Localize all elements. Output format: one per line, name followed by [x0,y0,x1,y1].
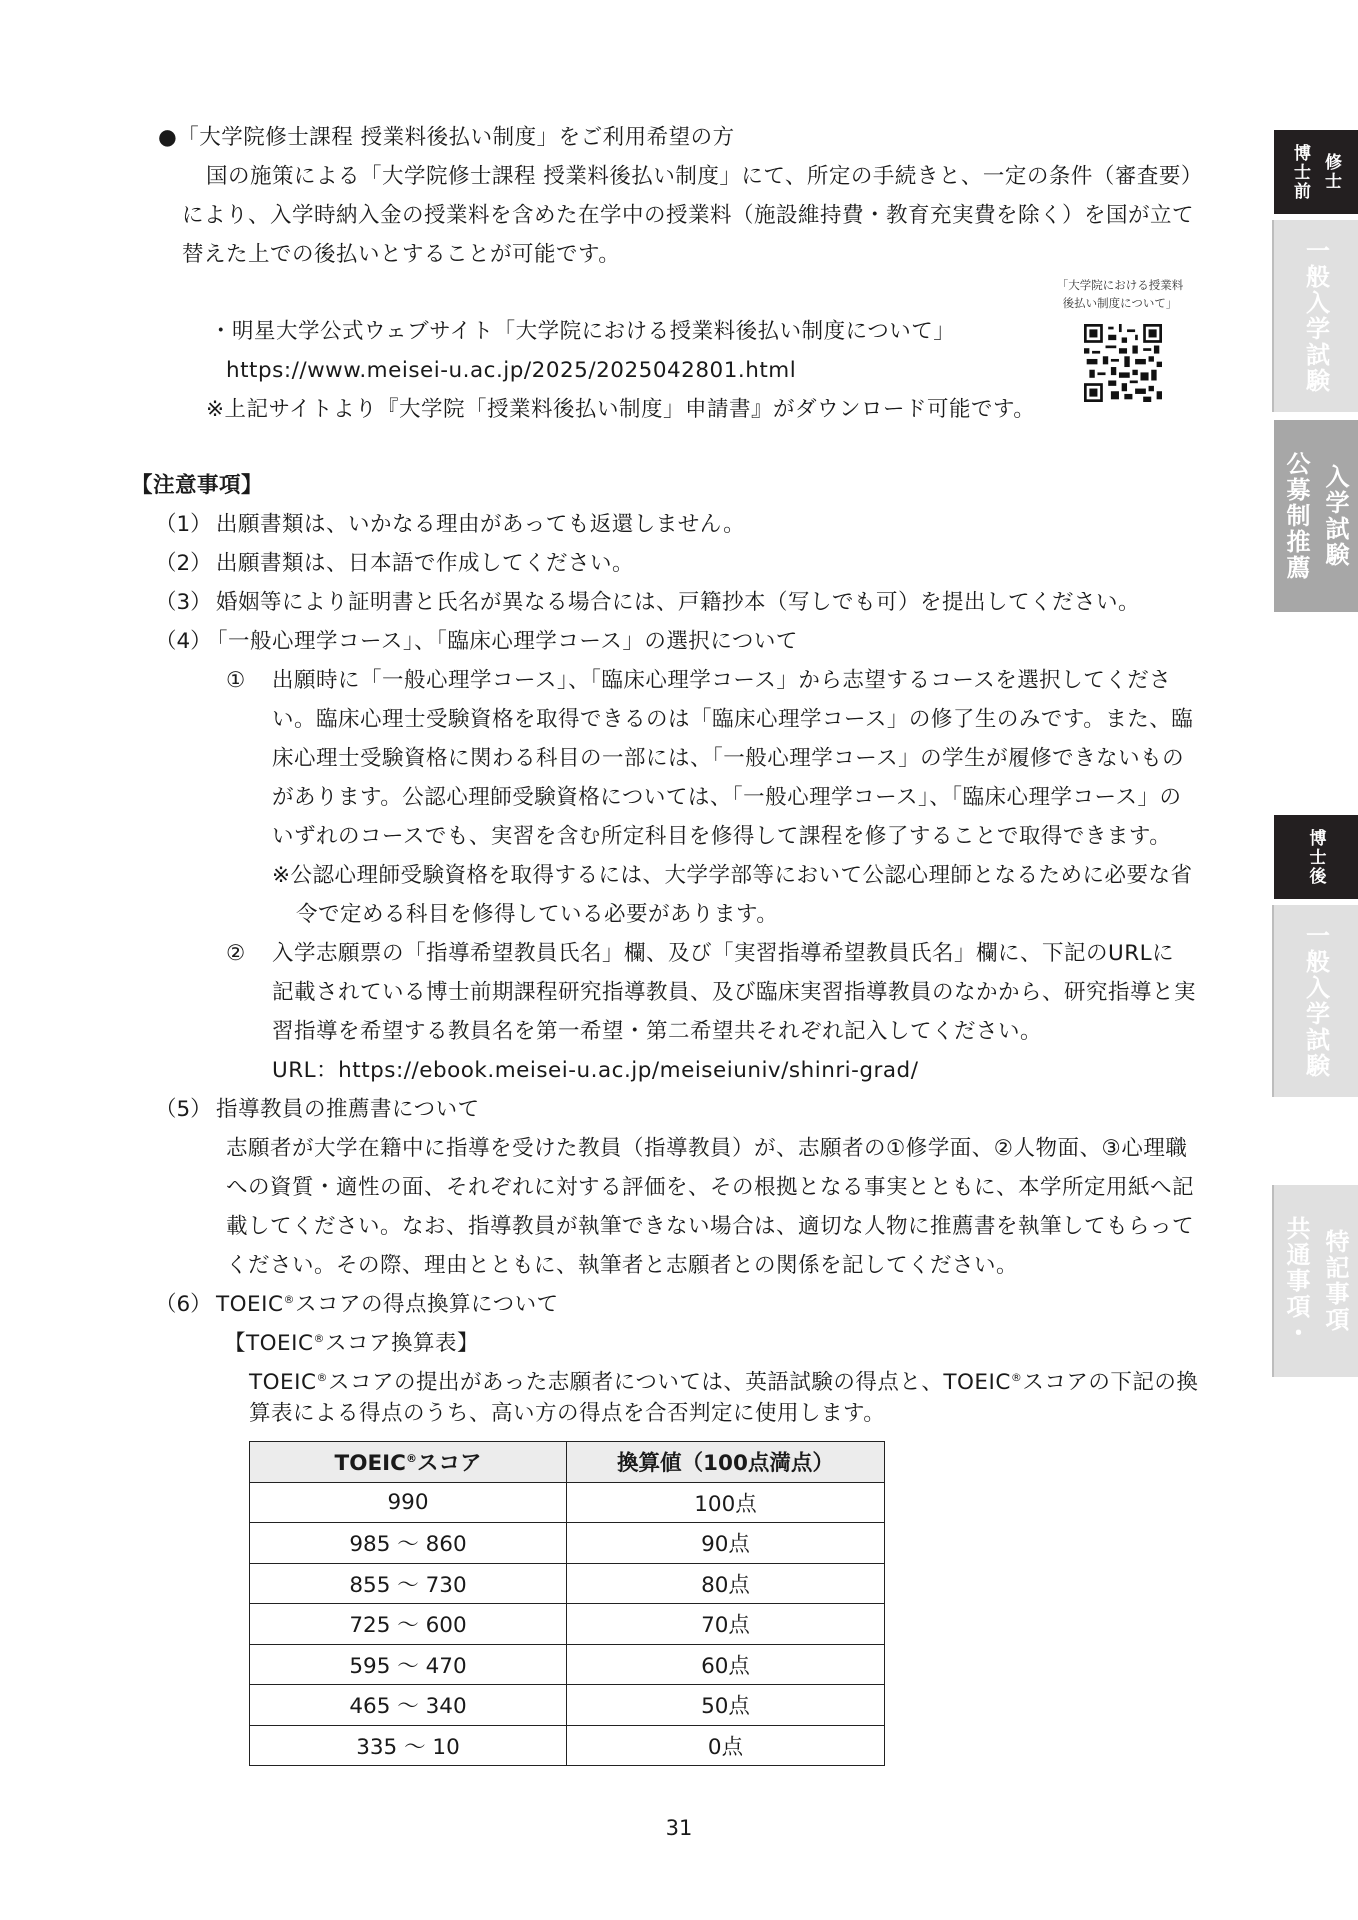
note-5-line: 志願者が大学在籍中に指導を受けた教員（指導教員）が、志願者の①修学面、②人物面、③心理職 [226,1136,1188,1161]
table-row: 855 〜 730 80点 [250,1563,885,1604]
note-4-text: 「一般心理学コース」、「臨床心理学コース」の選択について [206,629,798,654]
qr-caption: 「大学院における授業料 後払い制度について」 [1056,278,1184,310]
tab-general-exam-2[interactable]: 一般入学試験 [1272,905,1358,1097]
tab-common-special-notes[interactable]: 共通事項・ 特記事項 [1272,1185,1358,1377]
intro-line-3: 替えた上での後払いとすることが可能です。 [182,242,621,267]
table-row: 725 〜 600 70点 [250,1604,885,1645]
note-4-sub1-line: いずれのコースでも、実習を含む所定科目を修得して課程を修了することで取得できます。 [272,824,1172,849]
qr-code-icon[interactable] [1084,324,1162,402]
toeic-score-header: TOEIC®スコア [250,1442,567,1483]
note-4-sub1-remark: 令で定める科目を修得している必要があります。 [296,902,779,927]
tuition-deferral-heading: ●「大学院修士課程 授業料後払い制度」をご利用希望の方 [158,125,735,150]
table-row: 465 〜 340 50点 [250,1685,885,1726]
note-4-sub1-remark: ※公認心理師受験資格を取得するには、大学学部等において公認心理師となるために必要な省 [272,863,1193,888]
note-4-sub1-line: があります。公認心理師受験資格については、「一般心理学コース」、「臨床心理学コース」の [272,785,1182,810]
note-4-sub1-line: い。臨床心理士受験資格を取得できるのは「臨床心理学コース」の修了生のみです。また、臨 [272,707,1194,732]
table-row: 985 〜 860 90点 [250,1523,885,1564]
note-4-sub2-line: 習指導を希望する教員名を第一希望・第二希望共それぞれ記入してください。 [272,1019,1043,1044]
note-4-sub1-line: 床心理士受験資格に関わる科目の一部には、「一般心理学コース」の学生が履修できないもの [272,746,1185,771]
note-2-text: 出願書類は、日本語で作成してください。 [216,551,635,576]
table-header-row [250,1442,885,1483]
table-row: 595 〜 470 60点 [250,1644,885,1685]
note-4-number: （4） [155,629,212,654]
note-4-sub1-number: ① [226,668,246,693]
note-1-text: 出願書類は、いかなる理由があっても返還しません。 [216,512,746,537]
note-4-sub1-line: 出願時に「一般心理学コース」、「臨床心理学コース」から志望するコースを選択してくださ [272,668,1172,693]
link-label: ・明星大学公式ウェブサイト「大学院における授業料後払い制度について」 [210,319,956,344]
note-3-number: （3） [155,590,212,615]
note-5-line: 載してください。なお、指導教員が執筆できない場合は、適切な人物に推薦書を執筆してもらって [226,1214,1195,1239]
tuition-url-link[interactable]: https://www.meisei-u.ac.jp/2025/2025042801.html [226,358,797,383]
note-5-line: ください。その際、理由とともに、執筆者と志願者との関係を記してください。 [226,1253,1019,1278]
note-4-sub2-line: 入学志願票の「指導希望教員氏名」欄、及び「実習指導希望教員氏名」欄に、下記のURLに [272,941,1175,966]
note-6-number: （6） [155,1292,212,1317]
note-4-sub2-number: ② [226,941,246,966]
note-5-text: 指導教員の推薦書について [216,1097,480,1122]
toeic-desc-line: TOEIC®スコアの提出があった志願者については、英語試験の得点と、TOEIC®スコアの下記の換 [249,1370,1199,1395]
table-row: 335 〜 10 0点 [250,1725,885,1766]
note-4-sub2-line: 記載されている博士前期課程研究指導教員、及び臨床実習指導教員のなかから、研究指導と実 [272,980,1197,1005]
download-note: ※上記サイトより『大学院「授業料後払い制度」申請書』がダウンロード可能です。 [206,397,1036,422]
note-3-text: 婚姻等により証明書と氏名が異なる場合には、戸籍抄本（写しでも可）を提出してください。 [216,590,1141,615]
intro-line-2: により、入学時納入金の授業料を含めた在学中の授業料（施設維持費・教育充実費を除く）を国が立て [182,203,1195,228]
tab-general-exam-1[interactable]: 一般入学試験 [1272,220,1358,412]
page-number: 31 [665,1816,693,1840]
table-row: 990 100点 [250,1482,885,1523]
tab-doctoral-late[interactable]: 博士後 [1274,815,1358,899]
toeic-table-title: 【TOEIC®スコア換算表】 [224,1331,480,1356]
note-2-number: （2） [155,551,212,576]
tab-public-recommendation-exam[interactable]: 公募制推薦 入学試験 [1274,420,1358,612]
intro-line-1: 国の施策による「大学院修士課程 授業料後払い制度」にて、所定の手続きと、一定の条件（審査要） [206,164,1203,189]
note-6-text: TOEIC®スコアの得点換算について [216,1292,559,1317]
shinri-grad-url-link[interactable]: URL：https://ebook.meisei-u.ac.jp/meiseiuniv/shinri-grad/ [272,1058,919,1083]
converted-score-header: 換算値（100点満点） [567,1442,885,1483]
toeic-desc-line: 算表による得点のうち、高い方の得点を合否判定に使用します。 [249,1401,886,1426]
toeic-conversion-table [249,1441,885,1766]
notes-heading: 【注意事項】 [131,473,264,498]
note-1-number: （1） [155,512,212,537]
note-5-number: （5） [155,1097,212,1122]
tab-masters-doctoral-early[interactable]: 博士前 修士 [1274,130,1358,214]
note-5-line: への資質・適性の面、それぞれに対する評価を、その根拠となる事実とともに、本学所定用紙へ記 [226,1175,1195,1200]
